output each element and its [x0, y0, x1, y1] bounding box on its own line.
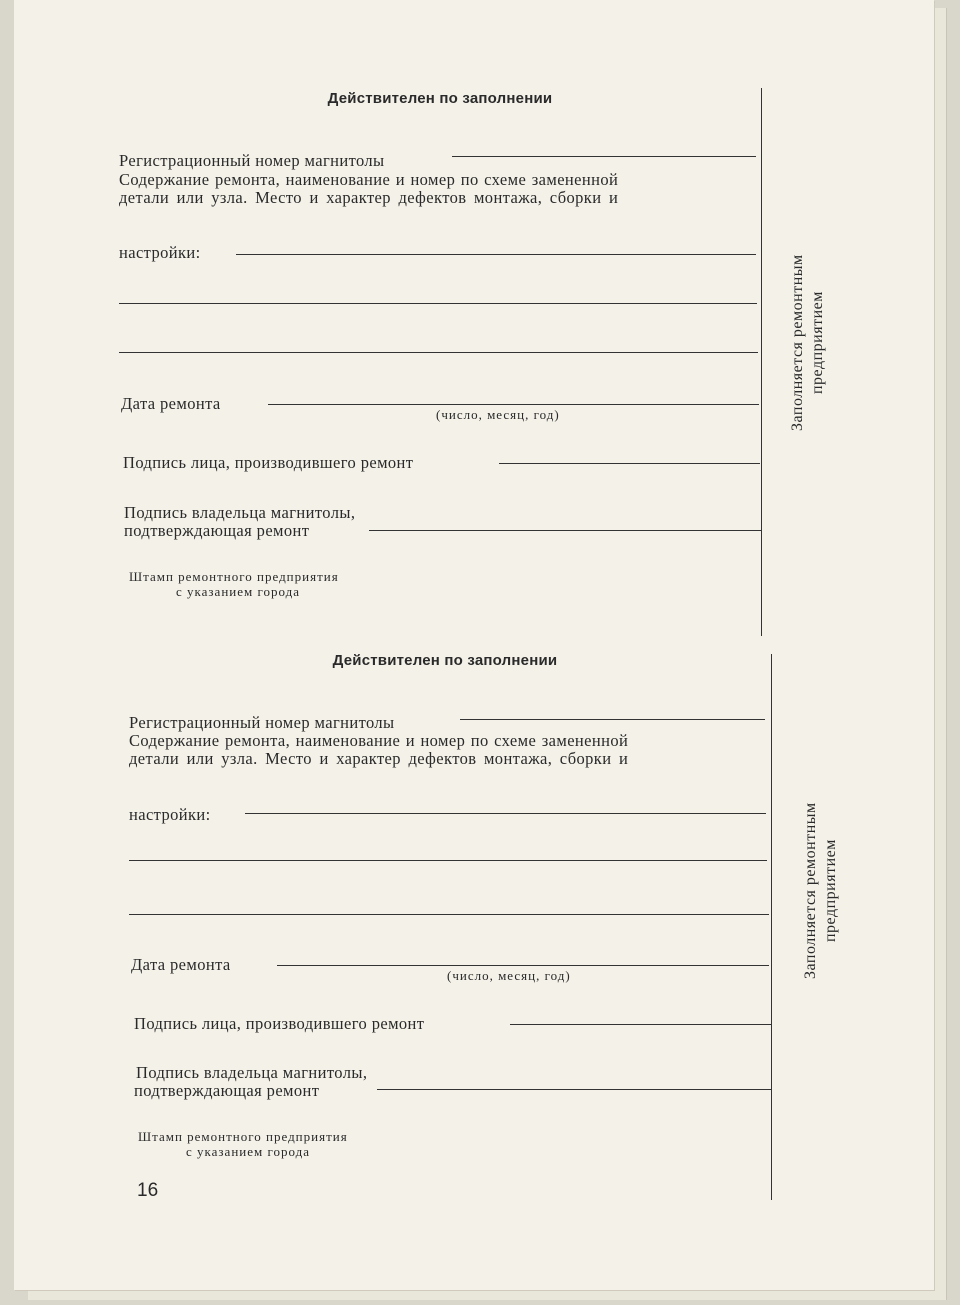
repair-date-field[interactable]: [277, 965, 769, 966]
registration-number-label: Регистрационный номер магнитолы: [119, 151, 385, 170]
registration-number-label: Регистрационный номер магнитолы: [129, 713, 395, 732]
repair-content-field-1[interactable]: [236, 254, 756, 255]
owner-signature-label-line1: Подпись владельца магнитолы,: [124, 503, 356, 522]
owner-signature-label-line2: подтверждающая ремонт: [124, 521, 310, 540]
coupon-2-divider-line: [771, 654, 772, 1200]
repairer-signature-label: Подпись лица, производившего ремонт: [123, 453, 414, 472]
repair-date-label: Дата ремонта: [131, 955, 231, 974]
registration-number-field[interactable]: [452, 156, 756, 157]
repair-date-hint: (число, месяц, год): [447, 968, 571, 983]
coupon-2-side-note: [801, 780, 841, 1002]
repair-content-field-2[interactable]: [129, 860, 767, 861]
stamp-label-line2: с указанием города: [176, 584, 300, 599]
adjustments-label: настройки:: [129, 805, 211, 824]
side-note-line1: Заполняется ремонтным: [789, 254, 806, 432]
side-note-line1: Заполняется ремонтным: [802, 802, 819, 980]
repair-content-field-3[interactable]: [129, 914, 769, 915]
repair-content-field-3[interactable]: [119, 352, 758, 353]
repair-date-label: Дата ремонта: [121, 394, 221, 413]
repair-content-text-line2: детали или узла. Место и характер дефектов монтажа, сборки и: [129, 749, 629, 768]
owner-signature-label-line1: Подпись владельца магнитолы,: [136, 1063, 368, 1082]
owner-signature-label-line2: подтверждающая ремонт: [134, 1081, 320, 1100]
side-note-line2: предприятием: [822, 839, 839, 943]
stamp-label-line1: Штамп ремонтного предприятия: [129, 569, 339, 584]
repair-date-field[interactable]: [268, 404, 759, 405]
adjustments-label: настройки:: [119, 243, 201, 262]
repair-content-text-line1: Содержание ремонта, наименование и номер по схеме замененной: [129, 731, 629, 750]
stamp-label-line1: Штамп ремонтного предприятия: [138, 1129, 348, 1144]
repairer-signature-field[interactable]: [510, 1024, 771, 1025]
coupon-1-divider-line: [761, 88, 762, 636]
repair-content-field-2[interactable]: [119, 303, 757, 304]
side-note-line2: предприятием: [809, 291, 826, 395]
repair-date-hint: (число, месяц, год): [436, 407, 560, 422]
repair-content-text-line2: детали или узла. Место и характер дефектов монтажа, сборки и: [119, 188, 619, 207]
page-number: 16: [137, 1180, 159, 1201]
stamp-label-line2: с указанием города: [186, 1144, 310, 1159]
coupon-title: Действителен по заполнении: [332, 652, 558, 669]
registration-number-field[interactable]: [460, 719, 765, 720]
owner-signature-field[interactable]: [377, 1089, 772, 1090]
repair-content-field-1[interactable]: [245, 813, 766, 814]
repairer-signature-field[interactable]: [499, 463, 760, 464]
owner-signature-field[interactable]: [369, 530, 762, 531]
coupon-1-side-note: [788, 232, 828, 454]
repair-content-text-line1: Содержание ремонта, наименование и номер по схеме замененной: [119, 170, 619, 189]
repairer-signature-label: Подпись лица, производившего ремонт: [134, 1014, 425, 1033]
coupon-title: Действителен по заполнении: [327, 90, 553, 107]
